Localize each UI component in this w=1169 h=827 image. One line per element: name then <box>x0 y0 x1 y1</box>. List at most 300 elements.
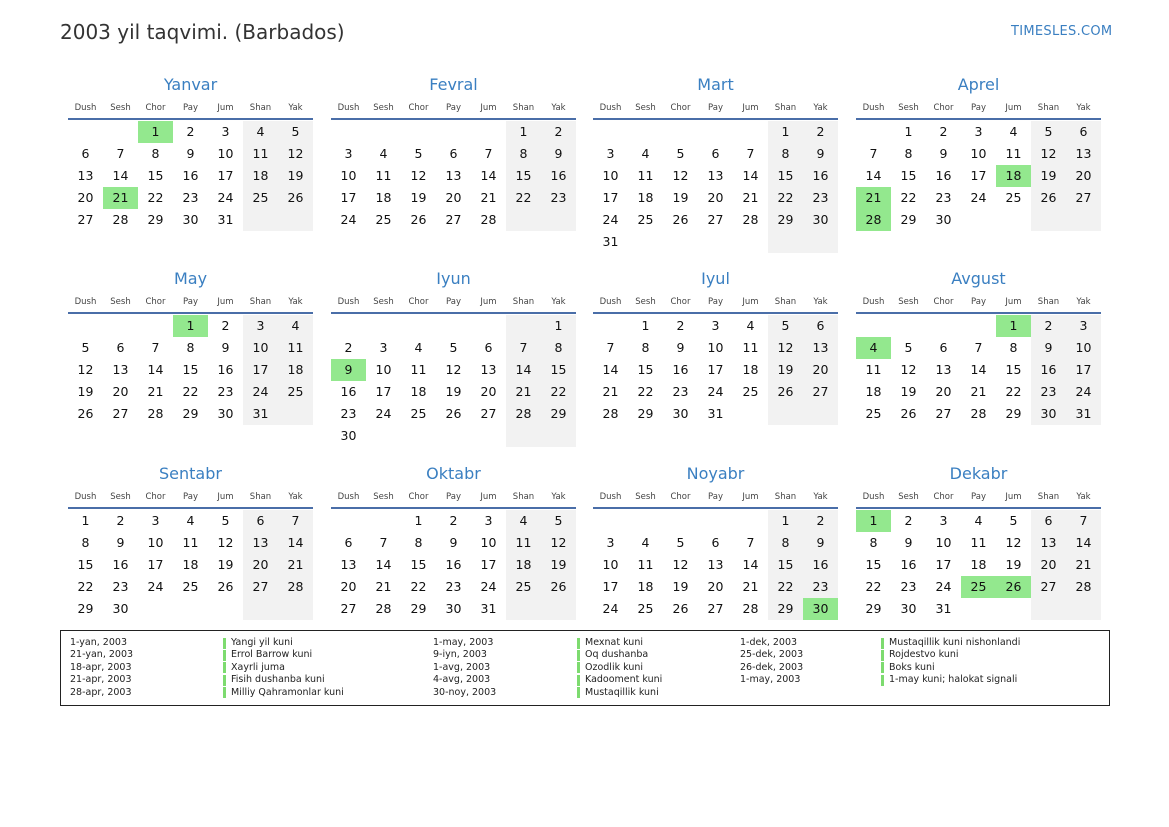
day-cell[interactable]: 28 <box>112 212 129 227</box>
day-cell[interactable]: 9 <box>554 146 563 161</box>
day-cell[interactable]: 12 <box>1005 535 1022 550</box>
day-cell[interactable]: 28 <box>1075 579 1092 594</box>
day-cell[interactable]: 1 <box>781 124 790 139</box>
day-cell[interactable]: 29 <box>777 601 794 616</box>
day-cell[interactable]: 30 <box>217 406 234 421</box>
holiday-day-cell[interactable]: 4 <box>856 337 891 359</box>
day-cell[interactable]: 28 <box>375 601 392 616</box>
day-cell[interactable]: 2 <box>221 318 230 333</box>
day-cell[interactable]: 20 <box>707 190 724 205</box>
day-cell[interactable]: 3 <box>606 146 615 161</box>
day-cell[interactable]: 17 <box>1075 362 1092 377</box>
day-cell[interactable]: 17 <box>480 557 497 572</box>
day-cell[interactable]: 22 <box>900 190 917 205</box>
day-cell[interactable]: 28 <box>742 212 759 227</box>
day-cell[interactable]: 9 <box>816 535 825 550</box>
day-cell[interactable]: 6 <box>711 535 720 550</box>
day-cell[interactable]: 28 <box>742 601 759 616</box>
day-cell[interactable]: 25 <box>515 579 532 594</box>
day-cell[interactable]: 27 <box>935 406 952 421</box>
day-cell[interactable]: 16 <box>182 168 199 183</box>
day-cell[interactable]: 23 <box>812 190 829 205</box>
day-cell[interactable]: 26 <box>445 406 462 421</box>
day-cell[interactable]: 14 <box>287 535 304 550</box>
day-cell[interactable]: 6 <box>1044 513 1053 528</box>
day-cell[interactable]: 27 <box>707 601 724 616</box>
day-cell[interactable]: 2 <box>1044 318 1053 333</box>
day-cell[interactable]: 14 <box>515 362 532 377</box>
day-cell[interactable]: 8 <box>781 535 790 550</box>
day-cell[interactable]: 14 <box>742 168 759 183</box>
day-cell[interactable]: 20 <box>252 557 269 572</box>
day-cell[interactable]: 21 <box>742 190 759 205</box>
day-cell[interactable]: 4 <box>641 535 650 550</box>
day-cell[interactable]: 18 <box>515 557 532 572</box>
day-cell[interactable]: 19 <box>1005 557 1022 572</box>
day-cell[interactable]: 17 <box>147 557 164 572</box>
day-cell[interactable]: 20 <box>1040 557 1057 572</box>
day-cell[interactable]: 10 <box>602 168 619 183</box>
day-cell[interactable]: 4 <box>641 146 650 161</box>
day-cell[interactable]: 28 <box>970 406 987 421</box>
day-cell[interactable]: 23 <box>812 579 829 594</box>
day-cell[interactable]: 3 <box>484 513 493 528</box>
day-cell[interactable]: 4 <box>291 318 300 333</box>
day-cell[interactable]: 16 <box>550 168 567 183</box>
day-cell[interactable]: 18 <box>742 362 759 377</box>
day-cell[interactable]: 17 <box>970 168 987 183</box>
day-cell[interactable]: 10 <box>375 362 392 377</box>
day-cell[interactable]: 9 <box>939 146 948 161</box>
day-cell[interactable]: 5 <box>1044 124 1053 139</box>
day-cell[interactable]: 6 <box>939 340 948 355</box>
day-cell[interactable]: 31 <box>480 601 497 616</box>
day-cell[interactable]: 23 <box>900 579 917 594</box>
day-cell[interactable]: 21 <box>742 579 759 594</box>
day-cell[interactable]: 7 <box>519 340 528 355</box>
day-cell[interactable]: 20 <box>445 190 462 205</box>
day-cell[interactable]: 10 <box>340 168 357 183</box>
day-cell[interactable]: 12 <box>900 362 917 377</box>
day-cell[interactable]: 9 <box>676 340 685 355</box>
day-cell[interactable]: 10 <box>252 340 269 355</box>
day-cell[interactable]: 7 <box>1079 513 1088 528</box>
day-cell[interactable]: 16 <box>672 362 689 377</box>
day-cell[interactable]: 15 <box>550 362 567 377</box>
day-cell[interactable]: 12 <box>672 557 689 572</box>
day-cell[interactable]: 22 <box>550 384 567 399</box>
day-cell[interactable]: 29 <box>777 212 794 227</box>
day-cell[interactable]: 17 <box>340 190 357 205</box>
day-cell[interactable]: 5 <box>291 124 300 139</box>
day-cell[interactable]: 11 <box>637 168 654 183</box>
day-cell[interactable]: 29 <box>637 406 654 421</box>
day-cell[interactable]: 2 <box>554 124 563 139</box>
day-cell[interactable]: 16 <box>340 384 357 399</box>
holiday-day-cell[interactable]: 1 <box>856 510 891 532</box>
day-cell[interactable]: 18 <box>287 362 304 377</box>
day-cell[interactable]: 26 <box>900 406 917 421</box>
day-cell[interactable]: 30 <box>112 601 129 616</box>
holiday-day-cell[interactable]: 30 <box>803 598 838 620</box>
day-cell[interactable]: 13 <box>340 557 357 572</box>
day-cell[interactable]: 5 <box>676 146 685 161</box>
day-cell[interactable]: 31 <box>707 406 724 421</box>
day-cell[interactable]: 27 <box>445 212 462 227</box>
day-cell[interactable]: 31 <box>252 406 269 421</box>
day-cell[interactable]: 1 <box>641 318 650 333</box>
day-cell[interactable]: 4 <box>256 124 265 139</box>
day-cell[interactable]: 3 <box>711 318 720 333</box>
day-cell[interactable]: 12 <box>445 362 462 377</box>
day-cell[interactable]: 22 <box>147 190 164 205</box>
day-cell[interactable]: 24 <box>252 384 269 399</box>
day-cell[interactable]: 22 <box>410 579 427 594</box>
day-cell[interactable]: 29 <box>410 601 427 616</box>
day-cell[interactable]: 21 <box>287 557 304 572</box>
day-cell[interactable]: 6 <box>449 146 458 161</box>
day-cell[interactable]: 30 <box>935 212 952 227</box>
day-cell[interactable]: 27 <box>480 406 497 421</box>
day-cell[interactable]: 26 <box>217 579 234 594</box>
day-cell[interactable]: 25 <box>375 212 392 227</box>
day-cell[interactable]: 19 <box>672 579 689 594</box>
day-cell[interactable]: 12 <box>550 535 567 550</box>
day-cell[interactable]: 5 <box>81 340 90 355</box>
day-cell[interactable]: 15 <box>900 168 917 183</box>
day-cell[interactable]: 15 <box>637 362 654 377</box>
day-cell[interactable]: 6 <box>81 146 90 161</box>
day-cell[interactable]: 13 <box>480 362 497 377</box>
day-cell[interactable]: 16 <box>935 168 952 183</box>
day-cell[interactable]: 3 <box>974 124 983 139</box>
day-cell[interactable]: 18 <box>375 190 392 205</box>
day-cell[interactable]: 18 <box>970 557 987 572</box>
day-cell[interactable]: 26 <box>77 406 94 421</box>
day-cell[interactable]: 29 <box>900 212 917 227</box>
holiday-day-cell[interactable]: 1 <box>138 121 173 143</box>
day-cell[interactable]: 17 <box>602 579 619 594</box>
day-cell[interactable]: 15 <box>77 557 94 572</box>
day-cell[interactable]: 7 <box>379 535 388 550</box>
day-cell[interactable]: 26 <box>672 601 689 616</box>
day-cell[interactable]: 7 <box>869 146 878 161</box>
day-cell[interactable]: 31 <box>935 601 952 616</box>
day-cell[interactable]: 11 <box>252 146 269 161</box>
day-cell[interactable]: 24 <box>480 579 497 594</box>
day-cell[interactable]: 5 <box>904 340 913 355</box>
day-cell[interactable]: 13 <box>112 362 129 377</box>
day-cell[interactable]: 1 <box>904 124 913 139</box>
day-cell[interactable]: 3 <box>606 535 615 550</box>
day-cell[interactable]: 20 <box>1075 168 1092 183</box>
day-cell[interactable]: 30 <box>182 212 199 227</box>
day-cell[interactable]: 15 <box>515 168 532 183</box>
day-cell[interactable]: 17 <box>217 168 234 183</box>
day-cell[interactable]: 1 <box>81 513 90 528</box>
day-cell[interactable]: 2 <box>449 513 458 528</box>
holiday-day-cell[interactable]: 28 <box>856 209 891 231</box>
day-cell[interactable]: 26 <box>672 212 689 227</box>
day-cell[interactable]: 21 <box>375 579 392 594</box>
day-cell[interactable]: 19 <box>217 557 234 572</box>
day-cell[interactable]: 8 <box>554 340 563 355</box>
day-cell[interactable]: 1 <box>414 513 423 528</box>
day-cell[interactable]: 27 <box>252 579 269 594</box>
day-cell[interactable]: 25 <box>637 212 654 227</box>
day-cell[interactable]: 1 <box>781 513 790 528</box>
day-cell[interactable]: 15 <box>1005 362 1022 377</box>
brand-link[interactable]: TIMESLES.COM <box>1011 24 1113 39</box>
day-cell[interactable]: 23 <box>1040 384 1057 399</box>
day-cell[interactable]: 21 <box>480 190 497 205</box>
day-cell[interactable]: 8 <box>904 146 913 161</box>
day-cell[interactable]: 18 <box>182 557 199 572</box>
day-cell[interactable]: 10 <box>970 146 987 161</box>
day-cell[interactable]: 27 <box>707 212 724 227</box>
day-cell[interactable]: 13 <box>1075 146 1092 161</box>
day-cell[interactable]: 12 <box>777 340 794 355</box>
day-cell[interactable]: 4 <box>519 513 528 528</box>
holiday-day-cell[interactable]: 18 <box>996 165 1031 187</box>
day-cell[interactable]: 19 <box>1040 168 1057 183</box>
day-cell[interactable]: 17 <box>602 190 619 205</box>
day-cell[interactable]: 10 <box>707 340 724 355</box>
day-cell[interactable]: 1 <box>554 318 563 333</box>
day-cell[interactable]: 26 <box>777 384 794 399</box>
day-cell[interactable]: 14 <box>602 362 619 377</box>
holiday-day-cell[interactable]: 21 <box>856 187 891 209</box>
day-cell[interactable]: 20 <box>707 579 724 594</box>
day-cell[interactable]: 26 <box>1040 190 1057 205</box>
day-cell[interactable]: 8 <box>81 535 90 550</box>
day-cell[interactable]: 2 <box>904 513 913 528</box>
day-cell[interactable]: 3 <box>379 340 388 355</box>
day-cell[interactable]: 4 <box>414 340 423 355</box>
day-cell[interactable]: 19 <box>445 384 462 399</box>
day-cell[interactable]: 19 <box>287 168 304 183</box>
day-cell[interactable]: 15 <box>865 557 882 572</box>
day-cell[interactable]: 17 <box>375 384 392 399</box>
day-cell[interactable]: 12 <box>287 146 304 161</box>
day-cell[interactable]: 23 <box>672 384 689 399</box>
day-cell[interactable]: 5 <box>221 513 230 528</box>
day-cell[interactable]: 7 <box>746 535 755 550</box>
day-cell[interactable]: 12 <box>1040 146 1057 161</box>
day-cell[interactable]: 24 <box>340 212 357 227</box>
day-cell[interactable]: 9 <box>1044 340 1053 355</box>
day-cell[interactable]: 10 <box>217 146 234 161</box>
day-cell[interactable]: 15 <box>777 168 794 183</box>
day-cell[interactable]: 23 <box>112 579 129 594</box>
day-cell[interactable]: 15 <box>777 557 794 572</box>
day-cell[interactable]: 9 <box>449 535 458 550</box>
day-cell[interactable]: 3 <box>221 124 230 139</box>
day-cell[interactable]: 11 <box>865 362 882 377</box>
day-cell[interactable]: 2 <box>344 340 353 355</box>
day-cell[interactable]: 29 <box>865 601 882 616</box>
day-cell[interactable]: 14 <box>147 362 164 377</box>
day-cell[interactable]: 19 <box>77 384 94 399</box>
day-cell[interactable]: 10 <box>147 535 164 550</box>
day-cell[interactable]: 7 <box>746 146 755 161</box>
day-cell[interactable]: 25 <box>637 601 654 616</box>
day-cell[interactable]: 7 <box>484 146 493 161</box>
day-cell[interactable]: 9 <box>904 535 913 550</box>
day-cell[interactable]: 16 <box>900 557 917 572</box>
day-cell[interactable]: 14 <box>865 168 882 183</box>
day-cell[interactable]: 13 <box>707 557 724 572</box>
day-cell[interactable]: 25 <box>742 384 759 399</box>
day-cell[interactable]: 18 <box>865 384 882 399</box>
day-cell[interactable]: 28 <box>287 579 304 594</box>
day-cell[interactable]: 27 <box>77 212 94 227</box>
day-cell[interactable]: 30 <box>672 406 689 421</box>
day-cell[interactable]: 22 <box>777 579 794 594</box>
day-cell[interactable]: 26 <box>287 190 304 205</box>
holiday-day-cell[interactable]: 1 <box>173 315 208 337</box>
day-cell[interactable]: 24 <box>602 212 619 227</box>
day-cell[interactable]: 24 <box>217 190 234 205</box>
day-cell[interactable]: 24 <box>935 579 952 594</box>
day-cell[interactable]: 6 <box>816 318 825 333</box>
day-cell[interactable]: 9 <box>186 146 195 161</box>
day-cell[interactable]: 13 <box>252 535 269 550</box>
day-cell[interactable]: 13 <box>1040 535 1057 550</box>
day-cell[interactable]: 5 <box>781 318 790 333</box>
day-cell[interactable]: 15 <box>410 557 427 572</box>
day-cell[interactable]: 13 <box>812 340 829 355</box>
day-cell[interactable]: 14 <box>970 362 987 377</box>
day-cell[interactable]: 14 <box>375 557 392 572</box>
day-cell[interactable]: 25 <box>865 406 882 421</box>
holiday-day-cell[interactable]: 25 <box>961 576 996 598</box>
day-cell[interactable]: 6 <box>711 146 720 161</box>
day-cell[interactable]: 7 <box>606 340 615 355</box>
day-cell[interactable]: 12 <box>77 362 94 377</box>
day-cell[interactable]: 25 <box>287 384 304 399</box>
day-cell[interactable]: 25 <box>252 190 269 205</box>
day-cell[interactable]: 10 <box>935 535 952 550</box>
day-cell[interactable]: 19 <box>672 190 689 205</box>
day-cell[interactable]: 3 <box>256 318 265 333</box>
day-cell[interactable]: 16 <box>217 362 234 377</box>
day-cell[interactable]: 11 <box>515 535 532 550</box>
day-cell[interactable]: 22 <box>637 384 654 399</box>
day-cell[interactable]: 2 <box>186 124 195 139</box>
day-cell[interactable]: 2 <box>676 318 685 333</box>
day-cell[interactable]: 21 <box>147 384 164 399</box>
day-cell[interactable]: 25 <box>182 579 199 594</box>
day-cell[interactable]: 2 <box>816 124 825 139</box>
day-cell[interactable]: 7 <box>151 340 160 355</box>
day-cell[interactable]: 4 <box>974 513 983 528</box>
day-cell[interactable]: 8 <box>414 535 423 550</box>
day-cell[interactable]: 6 <box>116 340 125 355</box>
day-cell[interactable]: 19 <box>777 362 794 377</box>
day-cell[interactable]: 4 <box>186 513 195 528</box>
day-cell[interactable]: 2 <box>116 513 125 528</box>
day-cell[interactable]: 6 <box>344 535 353 550</box>
day-cell[interactable]: 24 <box>970 190 987 205</box>
day-cell[interactable]: 25 <box>1005 190 1022 205</box>
day-cell[interactable]: 4 <box>746 318 755 333</box>
day-cell[interactable]: 31 <box>602 234 619 249</box>
day-cell[interactable]: 1 <box>519 124 528 139</box>
day-cell[interactable]: 18 <box>637 579 654 594</box>
day-cell[interactable]: 8 <box>641 340 650 355</box>
day-cell[interactable]: 29 <box>1005 406 1022 421</box>
day-cell[interactable]: 30 <box>900 601 917 616</box>
day-cell[interactable]: 27 <box>1040 579 1057 594</box>
day-cell[interactable]: 14 <box>742 557 759 572</box>
day-cell[interactable]: 12 <box>217 535 234 550</box>
day-cell[interactable]: 20 <box>112 384 129 399</box>
day-cell[interactable]: 18 <box>252 168 269 183</box>
day-cell[interactable]: 8 <box>186 340 195 355</box>
day-cell[interactable]: 4 <box>1009 124 1018 139</box>
day-cell[interactable]: 5 <box>1009 513 1018 528</box>
day-cell[interactable]: 9 <box>116 535 125 550</box>
day-cell[interactable]: 9 <box>816 146 825 161</box>
day-cell[interactable]: 8 <box>1009 340 1018 355</box>
holiday-day-cell[interactable]: 1 <box>996 315 1031 337</box>
day-cell[interactable]: 31 <box>1075 406 1092 421</box>
day-cell[interactable]: 3 <box>151 513 160 528</box>
day-cell[interactable]: 23 <box>340 406 357 421</box>
holiday-day-cell[interactable]: 9 <box>331 359 366 381</box>
day-cell[interactable]: 30 <box>445 601 462 616</box>
day-cell[interactable]: 22 <box>77 579 94 594</box>
day-cell[interactable]: 15 <box>147 168 164 183</box>
day-cell[interactable]: 2 <box>939 124 948 139</box>
day-cell[interactable]: 20 <box>935 384 952 399</box>
day-cell[interactable]: 4 <box>379 146 388 161</box>
day-cell[interactable]: 5 <box>676 535 685 550</box>
day-cell[interactable]: 16 <box>112 557 129 572</box>
day-cell[interactable]: 19 <box>900 384 917 399</box>
day-cell[interactable]: 27 <box>812 384 829 399</box>
day-cell[interactable]: 27 <box>112 406 129 421</box>
day-cell[interactable]: 16 <box>1040 362 1057 377</box>
day-cell[interactable]: 26 <box>550 579 567 594</box>
day-cell[interactable]: 8 <box>869 535 878 550</box>
day-cell[interactable]: 29 <box>550 406 567 421</box>
day-cell[interactable]: 3 <box>939 513 948 528</box>
day-cell[interactable]: 18 <box>637 190 654 205</box>
day-cell[interactable]: 11 <box>970 535 987 550</box>
day-cell[interactable]: 13 <box>445 168 462 183</box>
day-cell[interactable]: 14 <box>1075 535 1092 550</box>
day-cell[interactable]: 20 <box>340 579 357 594</box>
day-cell[interactable]: 21 <box>602 384 619 399</box>
holiday-day-cell[interactable]: 21 <box>103 187 138 209</box>
day-cell[interactable]: 11 <box>742 340 759 355</box>
day-cell[interactable]: 12 <box>410 168 427 183</box>
day-cell[interactable]: 9 <box>221 340 230 355</box>
day-cell[interactable]: 30 <box>340 428 357 443</box>
day-cell[interactable]: 27 <box>340 601 357 616</box>
day-cell[interactable]: 22 <box>182 384 199 399</box>
day-cell[interactable]: 21 <box>970 384 987 399</box>
day-cell[interactable]: 13 <box>707 168 724 183</box>
day-cell[interactable]: 14 <box>480 168 497 183</box>
day-cell[interactable]: 16 <box>812 168 829 183</box>
day-cell[interactable]: 3 <box>1079 318 1088 333</box>
day-cell[interactable]: 21 <box>1075 557 1092 572</box>
day-cell[interactable]: 19 <box>550 557 567 572</box>
day-cell[interactable]: 29 <box>182 406 199 421</box>
